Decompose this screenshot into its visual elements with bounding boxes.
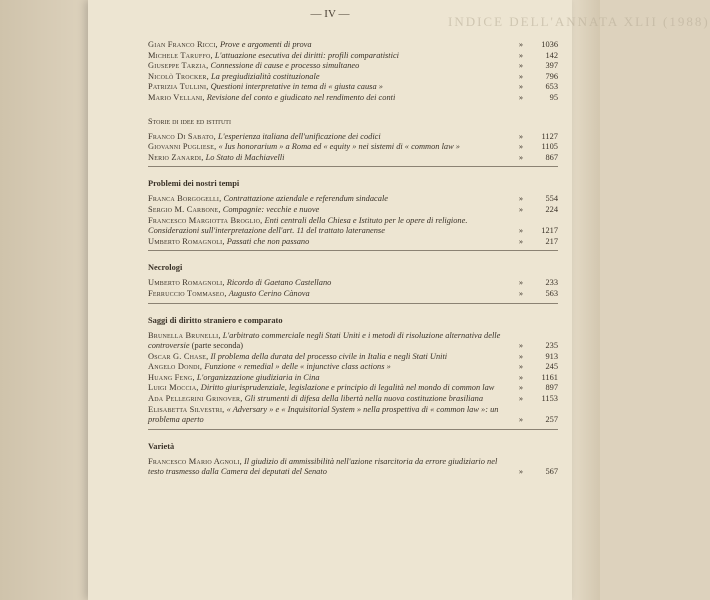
entry-text — [148, 394, 512, 405]
entry-page: 653 — [545, 82, 558, 92]
entry-page: 1153 — [541, 394, 558, 404]
entry-text — [148, 40, 512, 51]
entry-text — [148, 61, 512, 72]
page-separator: » — [518, 341, 524, 351]
entry-title: « Adversary » e « Inquisitorial System » nella prospettiva di « common law »: un problema aperto — [148, 404, 499, 425]
index-entry — [148, 40, 558, 51]
index-entry — [148, 93, 558, 104]
page-separator: » — [518, 362, 524, 372]
entry-page: 567 — [545, 467, 558, 477]
page-separator: » — [518, 194, 524, 204]
entry-page: 245 — [545, 362, 558, 372]
entry-title: L'esperienza italiana dell'unificazione dei codici — [218, 131, 381, 141]
entry-title: L'attuazione esecutiva dei diritti: profili comparatistici — [214, 50, 399, 60]
entry-text — [148, 237, 512, 248]
index-entry — [148, 153, 558, 164]
entry-text — [148, 142, 512, 153]
entry-text — [148, 72, 512, 83]
entry-title: Il problema della durata del processo civile in Italia e negli Stati Uniti — [210, 351, 448, 361]
page-separator: » — [518, 131, 524, 141]
index-entry — [148, 237, 558, 248]
index-entry — [148, 383, 558, 394]
index-entry — [148, 132, 558, 143]
page-separator: » — [518, 288, 524, 298]
entry-title: Funzione « remedial » delle « injunctive class actions » — [204, 362, 391, 372]
entry-page: 142 — [545, 50, 558, 60]
entry-page: 95 — [549, 92, 558, 102]
entry-title: Augusto Cerino Cànova — [228, 288, 310, 298]
entry-page: 1105 — [541, 142, 558, 152]
entry-author: Huang Feng, — [148, 372, 195, 382]
entry-text — [148, 373, 512, 384]
page-number: — IV — — [310, 8, 350, 20]
index-entry — [148, 457, 558, 478]
entry-page: 897 — [545, 383, 558, 393]
entry-text — [148, 383, 512, 394]
index-entry — [148, 82, 558, 93]
entry-title: Compagnie: vecchie e nuove — [222, 204, 320, 214]
page-separator: » — [518, 351, 524, 361]
entry-title: Contrattazione aziendale e referendum sindacale — [223, 194, 388, 204]
entry-text — [148, 405, 512, 426]
index-page — [88, 0, 710, 600]
page-separator: » — [518, 152, 524, 162]
entry-author: Francesco Margiotta Broglio, — [148, 215, 263, 225]
section-heading: Necrologi — [148, 263, 183, 273]
entry-title: Questioni interpretative in tema di « giusta causa » — [210, 82, 383, 92]
entry-title: La pregiudizialità costituzionale — [210, 71, 320, 81]
entry-page: 554 — [545, 194, 558, 204]
page-separator: » — [518, 372, 524, 382]
index-entry — [148, 278, 558, 289]
entry-author: Ferruccio Tommaseo, — [148, 288, 227, 298]
entry-author: Patrizia Tullini, — [148, 82, 209, 92]
entry-page: 235 — [545, 341, 558, 351]
entry-author: Gian Franco Ricci, — [148, 40, 218, 49]
page-separator: » — [518, 61, 524, 71]
entry-text — [148, 278, 512, 289]
entry-title: Passati che non passano — [226, 236, 310, 246]
page-separator: » — [518, 92, 524, 102]
entry-author: Elisabetta Silvestri, — [148, 404, 225, 414]
entry-page: 1127 — [541, 131, 558, 141]
page-separator: » — [518, 40, 524, 49]
entry-author: Francesco Mario Agnoli, — [148, 456, 242, 466]
entry-page: 1217 — [541, 226, 558, 236]
book-fore-edge — [572, 0, 600, 600]
index-entry — [148, 289, 558, 300]
index-entry — [148, 142, 558, 153]
section-heading: Storie di idee ed istituti — [148, 116, 231, 126]
entry-author: Ada Pellegrini Grinover, — [148, 394, 243, 404]
facing-page-edge — [0, 0, 88, 600]
entry-text — [148, 205, 512, 216]
index-entry — [148, 362, 558, 373]
entry-page: 257 — [545, 415, 558, 425]
entry-author: Angelo Dondi, — [148, 362, 203, 372]
index-entry — [148, 352, 558, 363]
page-separator: » — [518, 142, 524, 152]
page-separator: » — [518, 50, 524, 60]
entry-author: Mario Vellani, — [148, 92, 205, 102]
entry-title: Enti centrali della Chiesa e Istituto per le opere di religione. Considerazioni sull'interpretazione dell'art. 11 del trattato lateranense — [148, 215, 468, 236]
show-through-header: INDICE DELL'ANNATA XLII (1988) — [448, 14, 710, 29]
index-entry — [148, 61, 558, 72]
entry-page: 224 — [545, 204, 558, 214]
section-rule — [148, 166, 558, 167]
entry-author: Brunella Brunelli, — [148, 330, 221, 340]
entry-text — [148, 82, 512, 93]
index-entry — [148, 394, 558, 405]
entry-page: 796 — [545, 71, 558, 81]
index-entry — [148, 331, 558, 352]
entry-text — [148, 362, 512, 373]
entry-page: 913 — [545, 351, 558, 361]
entry-page: 217 — [545, 236, 558, 246]
page-separator: » — [518, 82, 524, 92]
index-entry — [148, 373, 558, 384]
entry-text — [148, 331, 512, 352]
entry-title: L'organizzazione giudiziaria in Cina — [196, 372, 320, 382]
page-separator: » — [518, 71, 524, 81]
entry-author: Franca Borgogelli, — [148, 194, 222, 204]
entry-title: Il giudizio di ammissibilità nell'azione risarcitoria da errore giudiziario nel testo trasmesso dalla Camera dei deputati del Senato — [148, 456, 498, 477]
entry-author: Nicolò Trocker, — [148, 71, 209, 81]
entry-title: Connessione di cause e processo simultaneo — [210, 61, 360, 71]
entry-title: Revisione del conto e giudicato nel rendimento dei conti — [206, 92, 396, 102]
entry-title: Ricordo di Gaetano Castellano — [226, 278, 332, 288]
entry-text — [148, 194, 512, 205]
entry-text — [148, 352, 512, 363]
entry-note: (parte seconda) — [189, 341, 244, 351]
entry-author: Luigi Moccia, — [148, 383, 199, 393]
entry-title: L'arbitrato commerciale negli Stati Uniti e i metodi di risoluzione alternativa delle controversie — [148, 330, 501, 351]
entry-text — [148, 216, 512, 237]
index-entry — [148, 51, 558, 62]
index-entry — [148, 216, 558, 237]
entry-author: Franco Di Sabato, — [148, 131, 216, 141]
entry-page: 233 — [545, 278, 558, 288]
table-of-contents — [148, 40, 558, 478]
entry-page: 1161 — [541, 372, 558, 382]
page-separator: » — [518, 236, 524, 246]
page-separator: » — [518, 226, 524, 236]
entry-author: Oscar G. Chase, — [148, 351, 209, 361]
section-rule — [148, 303, 558, 304]
page-separator: » — [518, 383, 524, 393]
entry-author: Umberto Romagnoli, — [148, 278, 225, 288]
page-separator: » — [518, 467, 524, 477]
entry-title: Lo Stato di Machiavelli — [205, 152, 285, 162]
section-heading: Problemi dei nostri tempi — [148, 179, 240, 189]
index-entry — [148, 72, 558, 83]
entry-author: Giuseppe Tarzia, — [148, 61, 209, 71]
entry-author: Nerio Zanardi, — [148, 152, 204, 162]
entry-text — [148, 51, 512, 62]
entry-text — [148, 153, 512, 164]
entry-page: 563 — [545, 288, 558, 298]
entry-page: 867 — [545, 152, 558, 162]
entry-title: Gli strumenti di difesa della libertà nella nuova costituzione brasiliana — [244, 394, 484, 404]
entry-text — [148, 457, 512, 478]
section-heading: Varietà — [148, 441, 175, 451]
section-rule — [148, 250, 558, 251]
entry-text — [148, 289, 512, 300]
entry-title: « Ius honorarium » a Roma ed « equity » nei sistemi di « common law » — [218, 142, 460, 152]
entry-title: Prove e argomenti di prova — [219, 40, 312, 49]
entry-title: Diritto giurisprudenziale, legislazione e principio di legalità nel mondo di common law — [200, 383, 495, 393]
entry-author: Michele Taruffo, — [148, 50, 213, 60]
section-rule — [148, 429, 558, 430]
entry-author: Umberto Romagnoli, — [148, 236, 225, 246]
page-separator: » — [518, 394, 524, 404]
entry-text — [148, 93, 512, 104]
index-entry — [148, 205, 558, 216]
entry-page: 397 — [545, 61, 558, 71]
page-separator: » — [518, 204, 524, 214]
entry-author: Giovanni Pugliese, — [148, 142, 217, 152]
section-heading: Saggi di diritto straniero e comparato — [148, 315, 283, 325]
index-entry — [148, 194, 558, 205]
page-separator: » — [518, 278, 524, 288]
index-entry — [148, 405, 558, 426]
entry-author: Sergio M. Carbone, — [148, 204, 221, 214]
page-separator: » — [518, 415, 524, 425]
entry-page: 1036 — [541, 40, 558, 49]
entry-text — [148, 132, 512, 143]
